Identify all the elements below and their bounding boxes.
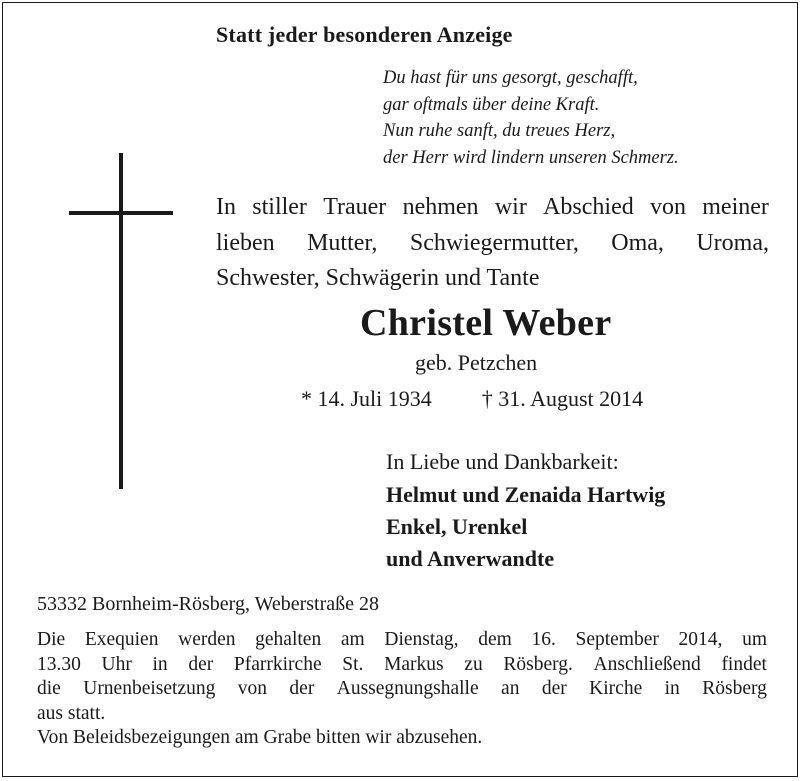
intro-line: [216, 226, 769, 262]
intro-word: Oma,: [611, 229, 664, 256]
intro-word: Mutter,: [307, 229, 378, 256]
service-word: Pfarrkirche: [233, 653, 322, 675]
cross-vertical-bar: [119, 153, 123, 489]
obituary-notice: [2, 2, 798, 777]
mourners-greeting: In Liebe und Dankbarkeit:: [386, 449, 619, 474]
service-line: [37, 653, 767, 678]
birth-name: geb. Petzchen: [415, 350, 538, 375]
service-word: von: [237, 678, 268, 699]
service-word: 13.30: [37, 653, 81, 675]
intro-word: Schwiegermutter,: [409, 229, 579, 256]
intro-word: von: [650, 194, 686, 220]
service-word: in: [152, 653, 168, 675]
mourners-block: [386, 445, 665, 575]
intro-word: meiner: [702, 194, 769, 220]
service-word: Rösberg.: [503, 653, 573, 675]
service-word: Uhr: [101, 653, 132, 675]
poem-line: gar oftmals über deine Kraft.: [383, 94, 600, 115]
service-word: werden: [178, 629, 236, 650]
service-line: aus statt.: [37, 702, 106, 724]
service-line: [37, 628, 767, 653]
service-word: Anschließend: [593, 653, 701, 675]
service-word: gehalten: [255, 629, 322, 650]
service-word: September: [575, 629, 659, 650]
service-word: der: [541, 678, 567, 699]
service-word: in: [664, 678, 680, 699]
service-word: Die: [37, 629, 66, 650]
service-word: findet: [721, 653, 767, 675]
condolence-note: Von Beleidsbezeigungen am Grabe bitten wir abzusehen.: [37, 727, 483, 748]
mourning-intro: [216, 190, 769, 297]
notice-heading: Statt jeder besonderen Anzeige: [216, 22, 513, 47]
intro-word: wir: [494, 194, 527, 220]
family-address: 53332 Bornheim-Rösberg, Weberstraße 28: [37, 593, 380, 615]
intro-word: Trauer: [323, 194, 387, 220]
service-word: der: [188, 653, 214, 675]
service-word: dem: [478, 629, 512, 650]
service-details: [37, 628, 767, 751]
intro-word: Abschied: [543, 194, 634, 220]
service-word: Urnenbeisetzung: [83, 678, 216, 699]
intro-word: In: [216, 194, 236, 220]
service-word: um: [742, 629, 767, 650]
cross-horizontal-bar: [69, 211, 173, 215]
memorial-poem: [383, 65, 679, 171]
intro-word: stiller: [252, 194, 307, 220]
intro-word: nehmen: [402, 194, 479, 220]
intro-word: lieben: [216, 229, 275, 256]
service-word: Rösberg: [702, 678, 767, 699]
service-word: Kirche: [589, 678, 643, 699]
mourner-name: Helmut und Zenaida Hartwig: [386, 482, 666, 507]
mourner-name: und Anverwandte: [386, 546, 555, 571]
death-date: † 31. August 2014: [481, 386, 644, 411]
service-word: zu: [464, 653, 483, 675]
intro-line: [216, 190, 769, 226]
service-word: die: [37, 678, 61, 699]
service-word: Markus: [384, 653, 444, 675]
service-word: Dienstag,: [384, 629, 459, 650]
service-word: am: [340, 629, 365, 650]
poem-line: Du hast für uns gesorgt, geschafft,: [383, 68, 638, 88]
life-dates: [301, 386, 643, 412]
service-word: 16.: [531, 629, 556, 650]
service-word: der: [289, 678, 315, 699]
mourner-name: Enkel, Urenkel: [386, 514, 528, 539]
birth-date: * 14. Juli 1934: [301, 386, 432, 411]
service-word: St.: [342, 653, 364, 675]
service-word: Exequien: [84, 629, 159, 650]
poem-line: der Herr wird lindern unseren Schmerz.: [383, 147, 679, 168]
cross-symbol: [69, 153, 173, 493]
service-word: Aussegnungshalle: [336, 678, 479, 699]
intro-line: Schwester, Schwägerin und Tante: [216, 265, 540, 291]
service-word: 2014,: [678, 629, 723, 650]
service-line: [37, 677, 767, 702]
deceased-name: Christel Weber: [360, 302, 612, 344]
intro-word: Uroma,: [696, 229, 769, 256]
poem-line: Nun ruhe sanft, du treues Herz,: [383, 121, 616, 141]
service-word: an: [501, 678, 520, 699]
